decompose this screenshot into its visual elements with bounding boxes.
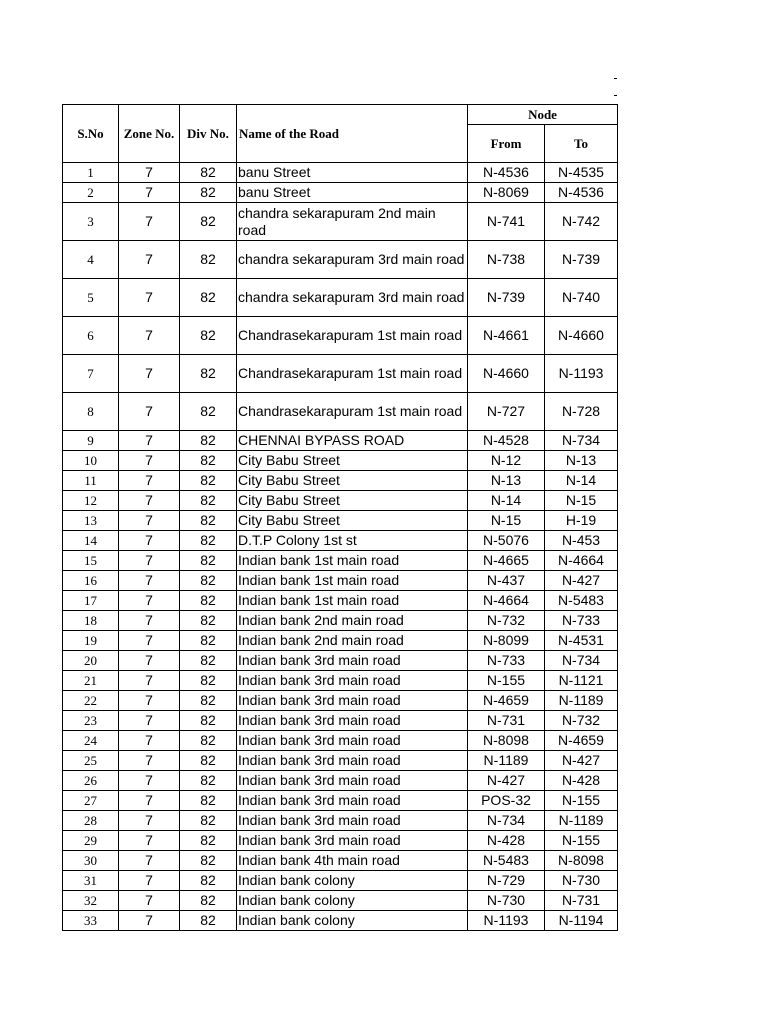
cell-node-to: N-4535 (545, 163, 618, 183)
cell-node-to: N-730 (545, 871, 618, 891)
cell-sno: 19 (63, 631, 119, 651)
cell-div: 82 (180, 511, 237, 531)
col-header-zone: Zone No. (119, 105, 180, 163)
cell-road-name: Indian bank 1st main road (237, 551, 468, 571)
table-row (63, 791, 618, 811)
cell-sno: 22 (63, 691, 119, 711)
table-row (63, 671, 618, 691)
cell-zone: 7 (119, 591, 180, 611)
cell-road-name: Indian bank 3rd main road (237, 791, 468, 811)
cell-zone: 7 (119, 791, 180, 811)
cell-node-from: N-428 (468, 831, 545, 851)
cell-road-name: chandra sekarapuram 3rd main road (237, 279, 468, 317)
cell-node-to: N-13 (545, 451, 618, 471)
cell-div: 82 (180, 631, 237, 651)
table-row (63, 279, 618, 317)
cell-zone: 7 (119, 811, 180, 831)
table-row (63, 183, 618, 203)
cell-zone: 7 (119, 203, 180, 241)
cell-node-to: N-734 (545, 431, 618, 451)
cell-road-name: Indian bank colony (237, 891, 468, 911)
cell-sno: 10 (63, 451, 119, 471)
cell-div: 82 (180, 591, 237, 611)
cell-road-name: Indian bank 3rd main road (237, 671, 468, 691)
cell-node-from: N-4664 (468, 591, 545, 611)
cell-node-from: N-732 (468, 611, 545, 631)
cell-sno: 29 (63, 831, 119, 851)
cell-node-to: N-1189 (545, 811, 618, 831)
cell-node-to: N-742 (545, 203, 618, 241)
cell-node-to: N-4664 (545, 551, 618, 571)
cell-div: 82 (180, 831, 237, 851)
table-row (63, 451, 618, 471)
cell-node-from: N-8099 (468, 631, 545, 651)
cell-sno: 18 (63, 611, 119, 631)
cell-zone: 7 (119, 631, 180, 651)
table-row (63, 811, 618, 831)
table-row (63, 871, 618, 891)
cell-zone: 7 (119, 471, 180, 491)
cell-node-from: N-8098 (468, 731, 545, 751)
col-header-to: To (545, 125, 618, 163)
corner-dash-mark (614, 95, 617, 96)
cell-zone: 7 (119, 771, 180, 791)
cell-zone: 7 (119, 911, 180, 931)
cell-road-name: Indian bank 1st main road (237, 571, 468, 591)
table-row (63, 471, 618, 491)
table-row (63, 651, 618, 671)
cell-div: 82 (180, 911, 237, 931)
cell-zone: 7 (119, 279, 180, 317)
cell-road-name: Indian bank 3rd main road (237, 691, 468, 711)
cell-node-to: N-734 (545, 651, 618, 671)
table-row (63, 851, 618, 871)
cell-zone: 7 (119, 531, 180, 551)
cell-road-name: Indian bank 3rd main road (237, 771, 468, 791)
cell-node-from: N-5076 (468, 531, 545, 551)
cell-node-from: N-4660 (468, 355, 545, 393)
cell-zone: 7 (119, 393, 180, 431)
table-row (63, 751, 618, 771)
cell-road-name: Chandrasekarapuram 1st main road (237, 317, 468, 355)
cell-road-name: Indian bank 3rd main road (237, 711, 468, 731)
cell-zone: 7 (119, 241, 180, 279)
cell-div: 82 (180, 791, 237, 811)
table-row (63, 491, 618, 511)
cell-zone: 7 (119, 891, 180, 911)
cell-road-name: CHENNAI BYPASS ROAD (237, 431, 468, 451)
cell-road-name: Indian bank 2nd main road (237, 631, 468, 651)
cell-div: 82 (180, 771, 237, 791)
cell-zone: 7 (119, 671, 180, 691)
cell-div: 82 (180, 451, 237, 471)
col-header-div: Div No. (180, 105, 237, 163)
cell-sno: 4 (63, 241, 119, 279)
road-node-table (62, 104, 618, 931)
cell-zone: 7 (119, 431, 180, 451)
cell-road-name: Indian bank 2nd main road (237, 611, 468, 631)
cell-road-name: banu Street (237, 163, 468, 183)
cell-road-name: Indian bank 3rd main road (237, 731, 468, 751)
cell-node-to: N-8098 (545, 851, 618, 871)
cell-node-to: N-728 (545, 393, 618, 431)
table-row (63, 771, 618, 791)
cell-node-to: N-739 (545, 241, 618, 279)
cell-div: 82 (180, 491, 237, 511)
table-row (63, 691, 618, 711)
table-row (63, 711, 618, 731)
cell-node-from: N-4659 (468, 691, 545, 711)
cell-node-from: N-731 (468, 711, 545, 731)
col-header-road: Name of the Road (237, 105, 468, 163)
cell-sno: 26 (63, 771, 119, 791)
cell-div: 82 (180, 871, 237, 891)
cell-zone: 7 (119, 831, 180, 851)
cell-node-from: N-1193 (468, 911, 545, 931)
cell-div: 82 (180, 471, 237, 491)
cell-zone: 7 (119, 317, 180, 355)
cell-node-from: N-155 (468, 671, 545, 691)
table-row (63, 891, 618, 911)
cell-div: 82 (180, 691, 237, 711)
cell-sno: 2 (63, 183, 119, 203)
cell-road-name: banu Street (237, 183, 468, 203)
cell-node-from: N-729 (468, 871, 545, 891)
cell-sno: 25 (63, 751, 119, 771)
cell-road-name: Indian bank 3rd main road (237, 811, 468, 831)
cell-div: 82 (180, 711, 237, 731)
cell-node-to: N-4536 (545, 183, 618, 203)
table-row (63, 551, 618, 571)
cell-div: 82 (180, 393, 237, 431)
cell-zone: 7 (119, 611, 180, 631)
cell-sno: 1 (63, 163, 119, 183)
cell-div: 82 (180, 571, 237, 591)
cell-node-from: N-437 (468, 571, 545, 591)
cell-node-to: N-4659 (545, 731, 618, 751)
cell-sno: 27 (63, 791, 119, 811)
cell-zone: 7 (119, 851, 180, 871)
cell-sno: 15 (63, 551, 119, 571)
cell-sno: 12 (63, 491, 119, 511)
cell-road-name: City Babu Street (237, 451, 468, 471)
cell-div: 82 (180, 279, 237, 317)
cell-sno: 14 (63, 531, 119, 551)
cell-sno: 6 (63, 317, 119, 355)
cell-node-to: N-4660 (545, 317, 618, 355)
cell-node-from: N-1189 (468, 751, 545, 771)
cell-node-from: N-4536 (468, 163, 545, 183)
cell-node-to: H-19 (545, 511, 618, 531)
cell-node-from: N-4528 (468, 431, 545, 451)
table-row (63, 631, 618, 651)
cell-node-from: N-5483 (468, 851, 545, 871)
cell-sno: 32 (63, 891, 119, 911)
table-row (63, 511, 618, 531)
cell-node-from: N-427 (468, 771, 545, 791)
cell-div: 82 (180, 551, 237, 571)
table-row (63, 531, 618, 551)
cell-road-name: D.T.P Colony 1st st (237, 531, 468, 551)
cell-zone: 7 (119, 691, 180, 711)
cell-node-to: N-155 (545, 831, 618, 851)
cell-node-to: N-1194 (545, 911, 618, 931)
col-header-from: From (468, 125, 545, 163)
cell-node-from: N-12 (468, 451, 545, 471)
cell-zone: 7 (119, 511, 180, 531)
cell-div: 82 (180, 355, 237, 393)
header-row (63, 105, 618, 125)
cell-node-to: N-1121 (545, 671, 618, 691)
cell-div: 82 (180, 317, 237, 355)
cell-sno: 11 (63, 471, 119, 491)
cell-node-from: N-727 (468, 393, 545, 431)
cell-node-from: N-13 (468, 471, 545, 491)
cell-div: 82 (180, 163, 237, 183)
table-row (63, 731, 618, 751)
cell-div: 82 (180, 851, 237, 871)
cell-sno: 8 (63, 393, 119, 431)
cell-road-name: Chandrasekarapuram 1st main road (237, 355, 468, 393)
cell-node-from: N-738 (468, 241, 545, 279)
cell-sno: 7 (63, 355, 119, 393)
cell-zone: 7 (119, 871, 180, 891)
cell-node-from: N-4665 (468, 551, 545, 571)
cell-node-to: N-453 (545, 531, 618, 551)
cell-road-name: City Babu Street (237, 491, 468, 511)
cell-zone: 7 (119, 751, 180, 771)
table-row (63, 611, 618, 631)
table-row (63, 393, 618, 431)
cell-zone: 7 (119, 183, 180, 203)
cell-node-to: N-5483 (545, 591, 618, 611)
cell-node-to: N-427 (545, 751, 618, 771)
cell-node-to: N-4531 (545, 631, 618, 651)
cell-sno: 3 (63, 203, 119, 241)
table-row (63, 163, 618, 183)
cell-node-to: N-1189 (545, 691, 618, 711)
cell-node-to: N-740 (545, 279, 618, 317)
cell-road-name: City Babu Street (237, 511, 468, 531)
cell-node-from: N-739 (468, 279, 545, 317)
cell-road-name: Indian bank 3rd main road (237, 651, 468, 671)
table-row (63, 431, 618, 451)
cell-div: 82 (180, 431, 237, 451)
cell-node-from: N-8069 (468, 183, 545, 203)
cell-sno: 28 (63, 811, 119, 831)
cell-sno: 30 (63, 851, 119, 871)
cell-div: 82 (180, 651, 237, 671)
cell-road-name: Indian bank 3rd main road (237, 831, 468, 851)
cell-road-name: Indian bank colony (237, 871, 468, 891)
cell-zone: 7 (119, 651, 180, 671)
cell-zone: 7 (119, 571, 180, 591)
cell-sno: 21 (63, 671, 119, 691)
cell-node-to: N-155 (545, 791, 618, 811)
cell-road-name: Indian bank 3rd main road (237, 751, 468, 771)
table-row (63, 591, 618, 611)
cell-node-from: N-734 (468, 811, 545, 831)
table-row (63, 571, 618, 591)
cell-node-to: N-15 (545, 491, 618, 511)
cell-node-from: POS-32 (468, 791, 545, 811)
cell-node-from: N-4661 (468, 317, 545, 355)
cell-node-to: N-732 (545, 711, 618, 731)
cell-zone: 7 (119, 163, 180, 183)
cell-div: 82 (180, 671, 237, 691)
col-header-node: Node (468, 105, 618, 125)
cell-zone: 7 (119, 491, 180, 511)
cell-div: 82 (180, 891, 237, 911)
cell-node-to: N-428 (545, 771, 618, 791)
cell-node-from: N-733 (468, 651, 545, 671)
cell-div: 82 (180, 203, 237, 241)
cell-node-from: N-741 (468, 203, 545, 241)
cell-road-name: City Babu Street (237, 471, 468, 491)
cell-sno: 20 (63, 651, 119, 671)
cell-div: 82 (180, 531, 237, 551)
cell-div: 82 (180, 611, 237, 631)
cell-zone: 7 (119, 711, 180, 731)
table-row (63, 911, 618, 931)
cell-zone: 7 (119, 551, 180, 571)
cell-road-name: chandra sekarapuram 3rd main road (237, 241, 468, 279)
cell-sno: 31 (63, 871, 119, 891)
cell-road-name: Indian bank colony (237, 911, 468, 931)
cell-sno: 17 (63, 591, 119, 611)
cell-zone: 7 (119, 355, 180, 393)
cell-div: 82 (180, 751, 237, 771)
cell-node-from: N-15 (468, 511, 545, 531)
cell-node-to: N-731 (545, 891, 618, 911)
cell-sno: 16 (63, 571, 119, 591)
cell-road-name: Indian bank 1st main road (237, 591, 468, 611)
cell-node-to: N-14 (545, 471, 618, 491)
cell-div: 82 (180, 241, 237, 279)
cell-sno: 23 (63, 711, 119, 731)
cell-sno: 5 (63, 279, 119, 317)
cell-node-from: N-730 (468, 891, 545, 911)
cell-div: 82 (180, 183, 237, 203)
cell-road-name: chandra sekarapuram 2nd main road (237, 203, 468, 241)
col-header-sno: S.No (63, 105, 119, 163)
cell-road-name: Indian bank 4th main road (237, 851, 468, 871)
cell-sno: 9 (63, 431, 119, 451)
cell-node-to: N-427 (545, 571, 618, 591)
cell-sno: 33 (63, 911, 119, 931)
cell-div: 82 (180, 811, 237, 831)
cell-node-from: N-14 (468, 491, 545, 511)
cell-road-name: Chandrasekarapuram 1st main road (237, 393, 468, 431)
cell-div: 82 (180, 731, 237, 751)
table-row (63, 203, 618, 241)
cell-node-to: N-1193 (545, 355, 618, 393)
table-row (63, 241, 618, 279)
cell-zone: 7 (119, 731, 180, 751)
table-row (63, 831, 618, 851)
cell-sno: 24 (63, 731, 119, 751)
cell-zone: 7 (119, 451, 180, 471)
corner-dash-mark (614, 78, 617, 79)
table-row (63, 355, 618, 393)
table-row (63, 317, 618, 355)
cell-sno: 13 (63, 511, 119, 531)
cell-node-to: N-733 (545, 611, 618, 631)
